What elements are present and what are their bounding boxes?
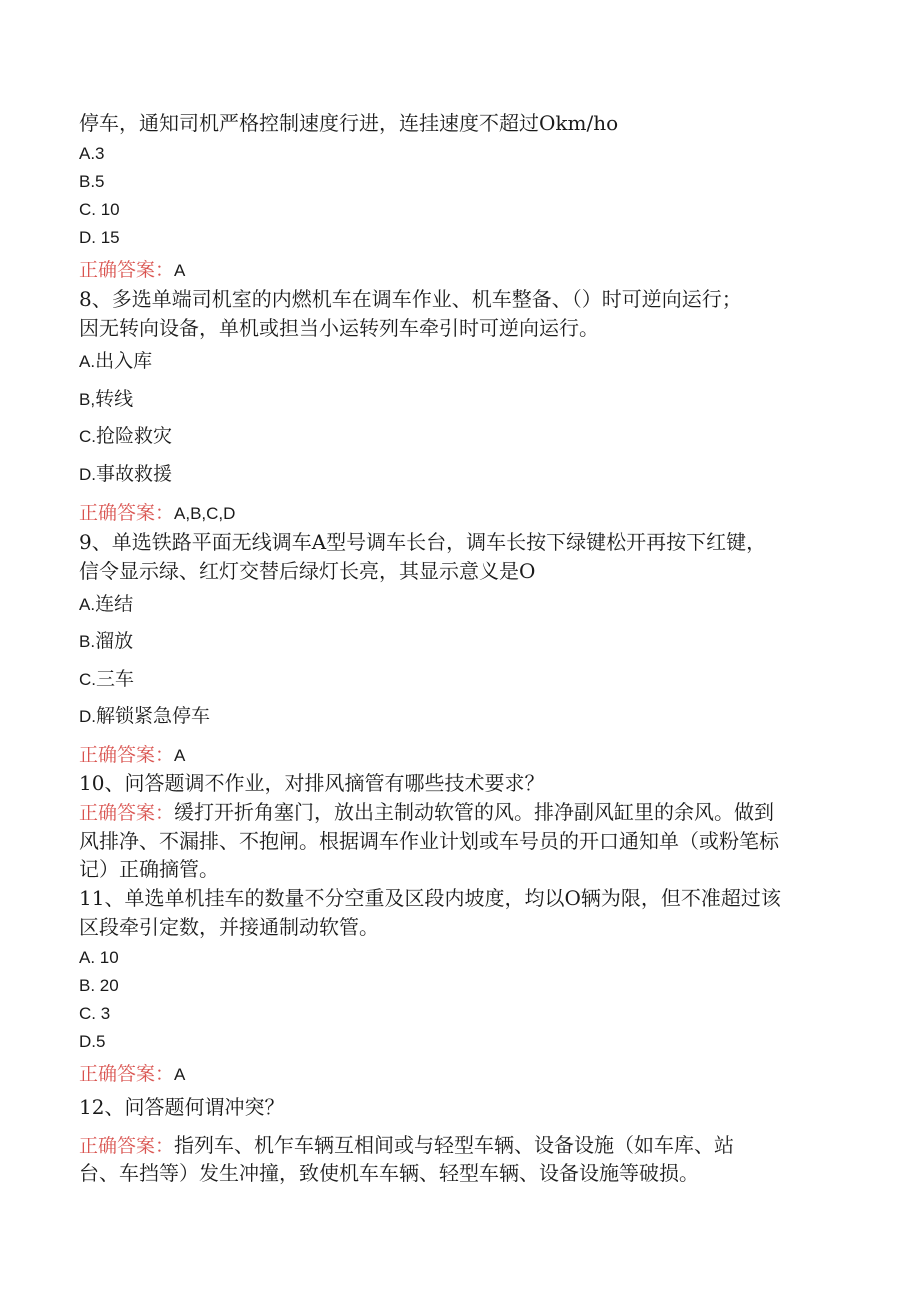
q9-text-line2: 信令显示绿、红灯交替后绿灯长亮，其显示意义是O [79,559,536,583]
q10-answer-line1 [79,802,774,823]
q12-answer-line2: 台、车挡等）发生冲撞，致使机车车辆、轻型车辆、设备设施等破损。 [79,1161,699,1185]
q7-option-a: A.3 [79,144,105,163]
q10-answer-line3: 记）正确摘管。 [79,857,219,881]
q9-option-c: C.三车 [79,668,135,690]
q8-option-d: D.事故救援 [79,463,173,485]
answer-label: 正确答案： [79,1135,175,1157]
q8-option-b: B,转线 [79,388,134,410]
q8-option-a: A.出入库 [79,350,153,372]
q9-option-a: A.连结 [79,593,134,615]
q10-text-line1: 10、问答题调不作业，对排风摘管有哪些技术要求？ [79,771,545,795]
q11-answer [79,1065,185,1084]
q9-text-line1: 9、单选铁路平面无线调车A型号调车长台，调车长按下绿键松开再按下红键， [79,530,767,554]
answer-value: A [174,746,186,765]
answer-value: A,B,C,D [174,504,236,523]
q9-answer [79,746,185,765]
q11-text-line1: 11、单选单机挂车的数量不分空重及区段内坡度，均以O辆为限，但不准超过该 [79,886,781,910]
q12-answer-line1 [79,1135,734,1156]
q8-text-line1: 8、多选单端司机室的内燃机车在调车作业、机车整备、（）时可逆向运行； [79,287,742,311]
q7-option-d: D. 15 [79,228,120,247]
q12-text-line1: 12、问答题何谓冲突？ [79,1095,285,1119]
q7-text: 停车，通知司机严格控制速度行进，连挂速度不超过Okm/ho [79,111,619,135]
answer-value: A [174,1065,186,1084]
q10-answer-line2: 风排净、不漏排、不抱闸。根据调车作业计划或车号员的开口通知单（或粉笔标 [79,829,779,853]
answer-text: 缓打开折角塞门，放出主制动软管的风。排净副风缸里的余风。做到 [174,800,775,824]
q11-option-b: B. 20 [79,976,119,995]
q8-answer [79,504,235,523]
q9-option-b: B.溜放 [79,630,134,652]
q9-option-d: D.解锁紧急停车 [79,705,211,727]
answer-label: 正确答案： [79,802,175,824]
q7-answer [79,261,185,280]
answer-value: A [174,261,186,280]
answer-text: 指列车、机乍车辆互相间或与轻型车辆、设备设施（如车库、站 [174,1133,735,1157]
q7-option-b: B.5 [79,172,105,191]
q11-option-c: C. 3 [79,1004,111,1023]
q8-option-c: C.抢险救灾 [79,425,173,447]
q8-text-line2: 因无转向设备，单机或担当小运转列车牵引时可逆向运行。 [79,316,599,340]
q11-option-d: D.5 [79,1032,106,1051]
answer-label: 正确答案： [79,1063,175,1085]
answer-label: 正确答案： [79,502,175,524]
q7-option-c: C. 10 [79,200,120,219]
q11-option-a: A. 10 [79,948,119,967]
answer-label: 正确答案： [79,259,175,281]
answer-label: 正确答案： [79,744,175,766]
q11-text-line2: 区段牵引定数，并接通制动软管。 [79,915,379,939]
